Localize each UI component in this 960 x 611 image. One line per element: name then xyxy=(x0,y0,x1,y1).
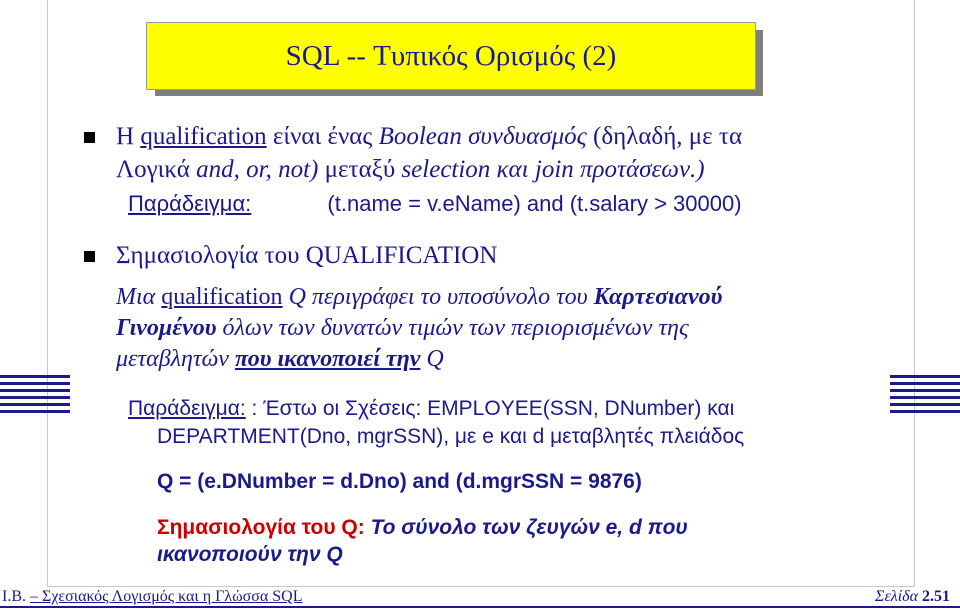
text: είναι ένας xyxy=(266,123,379,150)
footer-rule xyxy=(0,606,960,608)
page-label: Σελίδα xyxy=(874,588,922,605)
page-number: 2.51 xyxy=(922,588,950,605)
example-code: (t.name = v.eName) and (t.salary > 30000) xyxy=(327,191,742,216)
bullet1-example xyxy=(128,191,742,217)
semantics-line1 xyxy=(116,284,722,311)
text: : Έστω οι Σχέσεις: EMPLOYEE(SSN, DNumber) και xyxy=(245,397,735,420)
bullet2-heading: Σημασιολογία του QUALIFICATION xyxy=(116,242,498,269)
bullet-square-icon xyxy=(84,251,95,262)
cartesian-term: Καρτεσιανού xyxy=(593,284,723,310)
text: (δηλαδή, με τα xyxy=(586,123,743,150)
product-term: Γινομένου xyxy=(116,315,217,341)
semantics-line2 xyxy=(116,315,689,342)
qualification-term: qualification xyxy=(161,284,283,310)
footer-prefix: I.Β. xyxy=(2,588,30,605)
right-rule-stack xyxy=(890,375,960,417)
footer-course-link[interactable]: – Σχεσιακός Λογισμός και η Γλώσσα SQL xyxy=(30,588,303,605)
text: Η xyxy=(116,123,141,150)
satisfies-term: που ικανοποιεί την xyxy=(234,346,421,372)
footer-left xyxy=(2,588,303,606)
example-label: Παράδειγμα: xyxy=(128,397,246,420)
bullet1-line2 xyxy=(116,156,705,184)
bullet1-line1 xyxy=(116,123,742,151)
semantics-q-label: Σημασιολογία του Q: xyxy=(157,516,365,539)
text: Q περιγράφει το υποσύνολο του xyxy=(282,284,594,310)
text: Το σύνολο των ζευγών e, d που xyxy=(364,516,688,539)
footer-right xyxy=(875,588,950,606)
example2-line2: DEPARTMENT(Dno, mgrSSN), με e και d μεταβλητές πλειάδος xyxy=(157,425,745,448)
text: όλων των δυνατών τιμών των περιορισμένων της xyxy=(216,315,689,341)
qualification-term: qualification xyxy=(140,123,267,150)
semantics-q-line1 xyxy=(157,516,688,540)
bullet-square-icon xyxy=(84,132,95,143)
slide-title: SQL -- Τυπικός Ορισμός (2) xyxy=(285,39,617,72)
boolean-term: Boolean συνδυασμός xyxy=(378,123,587,150)
semantics-line3 xyxy=(116,346,444,373)
example2-line1 xyxy=(128,397,734,421)
text: μεταβλητών xyxy=(116,346,235,372)
text: Λογικά xyxy=(116,156,197,183)
logic-ops: and, or, not) xyxy=(196,156,319,183)
title-box xyxy=(146,22,756,90)
example-label: Παράδειγμα: xyxy=(128,191,252,216)
text: μεταξύ xyxy=(318,156,402,183)
left-rule-stack xyxy=(0,375,70,417)
semantics-q-line2: ικανοποιούν την Q xyxy=(157,543,343,566)
query-line: Q = (e.DNumber = d.Dno) and (d.mgrSSN = 9876) xyxy=(157,470,642,493)
text: selection και join προτάσεων.) xyxy=(401,156,705,183)
text: Q xyxy=(420,346,444,372)
text: Μια xyxy=(116,284,162,310)
